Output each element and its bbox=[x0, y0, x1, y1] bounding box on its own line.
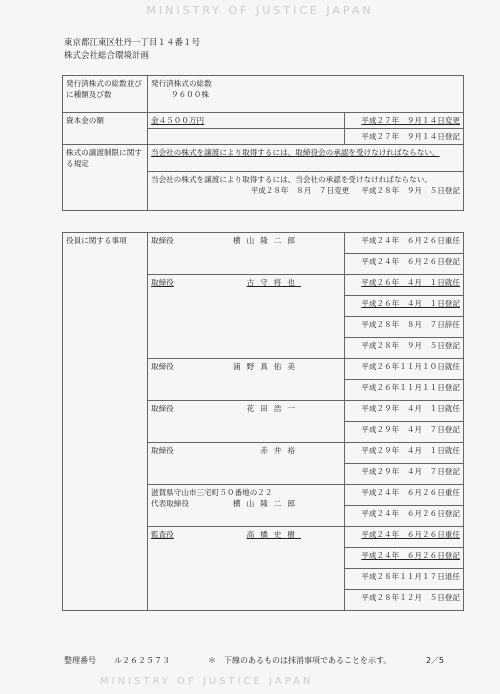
officer-date: 平成２８年 ９月 ５日登記 bbox=[345, 338, 464, 359]
officer-date: 平成２８年１１月１７日退任 bbox=[345, 569, 464, 590]
officer-date: 平成２４年 ６月２６日登記 bbox=[345, 506, 464, 527]
value-capital-current bbox=[148, 129, 345, 145]
label-shares: 発行済株式の総数並びに種類及び数 bbox=[63, 76, 148, 113]
value-capital-old: 金４５００万円 bbox=[148, 113, 345, 129]
officer-date: 平成２８年１２月 ５日登記 bbox=[345, 590, 464, 611]
officer-line bbox=[151, 277, 341, 288]
officer-line bbox=[151, 403, 341, 414]
top-banner: MINISTRY OF JUSTICE JAPAN bbox=[146, 4, 374, 17]
page-number: 2／5 bbox=[425, 656, 444, 665]
label-capital: 資本金の額 bbox=[63, 113, 148, 145]
officer-date: 平成２９年 ４月 ７日登記 bbox=[345, 464, 464, 485]
ref-label: 整理番号 bbox=[64, 656, 96, 665]
officer-title: 取締役 bbox=[151, 236, 174, 245]
shares-line1: 発行済株式の総数 bbox=[151, 79, 212, 88]
bottom-banner: MINISTRY OF JUSTICE JAPAN bbox=[100, 676, 314, 687]
officer-line bbox=[151, 361, 341, 372]
officer-date: 平成２６年１１月１１日登記 bbox=[345, 380, 464, 401]
officer-date: 平成２８年 ８月 ７日辞任 bbox=[345, 317, 464, 338]
officer-name: 赤井裕 bbox=[260, 446, 301, 455]
officer-date: 平成２６年 ４月 １日就任 bbox=[345, 275, 464, 296]
ref-number: ル２６２５７３ bbox=[114, 656, 170, 665]
officer-cell bbox=[148, 401, 345, 443]
officer-name: 古守将也 bbox=[246, 278, 301, 287]
officer-title: 監査役 bbox=[151, 530, 174, 539]
transfer-change-date: 平成２８年 ８月 ７日変更 bbox=[250, 186, 350, 195]
officer-title: 代表取締役 bbox=[151, 499, 189, 508]
transfer-new bbox=[148, 172, 464, 211]
transfer-old-text: 当会社の株式を譲渡により取得するには、取締役会の承認を受けなければならない。 bbox=[148, 145, 464, 172]
officer-cell bbox=[148, 527, 345, 611]
officer-date: 平成２９年 ４月 ７日登記 bbox=[345, 422, 464, 443]
officer-date: 平成２４年 ６月２６日重任 bbox=[345, 527, 464, 548]
officer-title: 取締役 bbox=[151, 446, 174, 455]
capital-date-change: 平成２７年 ９月１４日変更 bbox=[345, 113, 464, 129]
officer-name: 横山隆二郎 bbox=[233, 236, 301, 245]
officer-name: 浦野真佑美 bbox=[233, 362, 301, 371]
officer-name: 花田浩一 bbox=[246, 404, 301, 413]
footer-note: ＊ 下線のあるものは抹消事項であることを示す。 bbox=[208, 656, 392, 665]
officer-line bbox=[151, 498, 341, 509]
officer-line bbox=[151, 235, 341, 246]
label-transfer: 株式の譲渡制限に関する規定 bbox=[63, 145, 148, 211]
officer-title: 取締役 bbox=[151, 362, 174, 371]
value-shares bbox=[148, 76, 464, 113]
officer-cell bbox=[148, 359, 345, 401]
registry-table bbox=[62, 75, 464, 211]
label-officers: 役員に関する事項 bbox=[63, 233, 148, 611]
transfer-reg-date: 平成２８年 ９月 ５日登記 bbox=[361, 186, 460, 195]
officer-title: 取締役 bbox=[151, 278, 174, 287]
capital-date-reg: 平成２７年 ９月１４日登記 bbox=[345, 129, 464, 145]
shares-line2: ９６００株 bbox=[171, 90, 209, 99]
officer-name: 横山隆二郎 bbox=[233, 499, 301, 508]
officer-date: 平成２４年 ６月２６日重任 bbox=[345, 485, 464, 506]
officer-date: 平成２９年 ４月 １日就任 bbox=[345, 443, 464, 464]
officer-title: 取締役 bbox=[151, 404, 174, 413]
officer-row bbox=[63, 233, 464, 254]
transfer-new-text: 当会社の株式を譲渡により取得するには、当会社の承認を受けなければならない。 bbox=[151, 175, 432, 184]
officer-cell bbox=[148, 275, 345, 359]
officer-cell bbox=[148, 443, 345, 485]
officer-line bbox=[151, 445, 341, 456]
officer-name: 高橋史樹 bbox=[246, 530, 301, 539]
footer bbox=[64, 655, 444, 666]
row-shares bbox=[63, 76, 464, 113]
officer-date: 平成２９年 ４月 １日就任 bbox=[345, 401, 464, 422]
officer-date: 平成２４年 ６月２６日登記 bbox=[345, 548, 464, 569]
officer-line bbox=[151, 529, 341, 540]
officer-cell bbox=[148, 485, 345, 527]
officers-table bbox=[62, 232, 464, 611]
company-address: 東京都江東区牡丹一丁目１４番１号 bbox=[64, 38, 201, 48]
officer-date: 平成２６年 ４月 １日登記 bbox=[345, 296, 464, 317]
officer-date: 平成２６年１１月１０日就任 bbox=[345, 359, 464, 380]
officer-date: 平成２４年 ６月２６日登記 bbox=[345, 254, 464, 275]
officer-date: 平成２４年 ６月２６日重任 bbox=[345, 233, 464, 254]
row-capital bbox=[63, 113, 464, 129]
officer-address: 滋賀県守山市三宅町５０番地の２２ bbox=[151, 488, 273, 497]
company-name: 株式会社総合環境計画 bbox=[64, 51, 150, 61]
row-transfer-old bbox=[63, 145, 464, 172]
officer-cell bbox=[148, 233, 345, 275]
